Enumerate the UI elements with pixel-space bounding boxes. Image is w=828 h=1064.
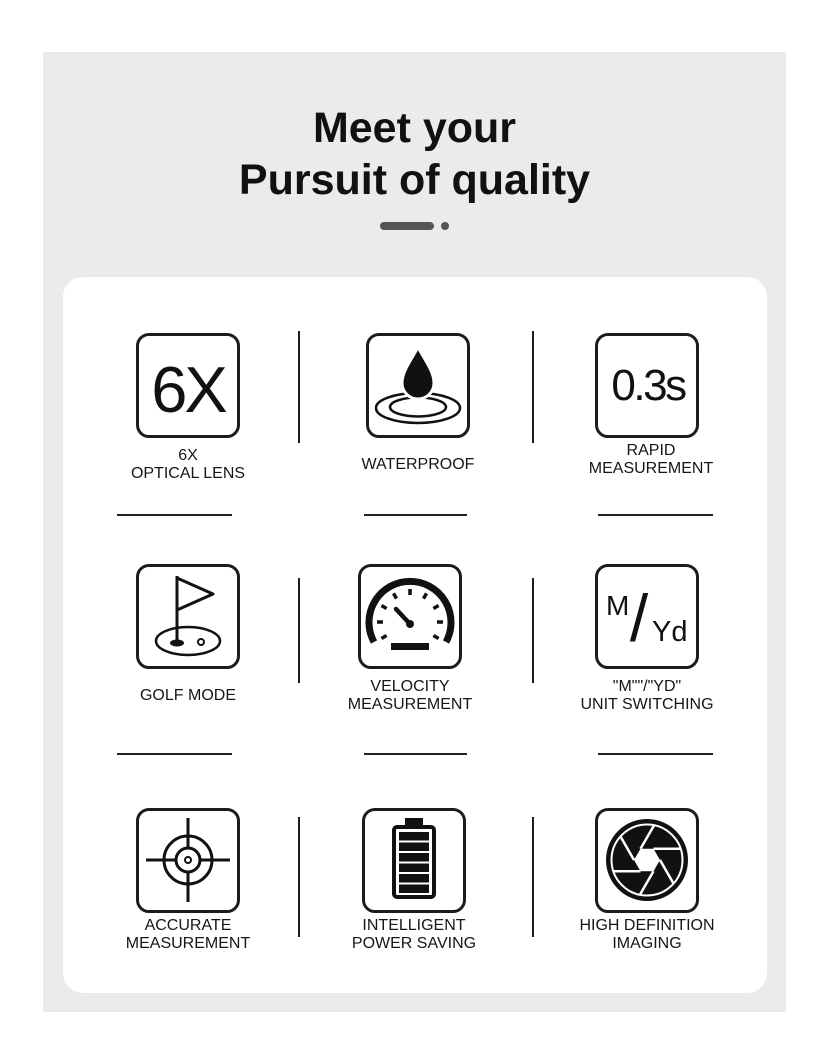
features-card bbox=[63, 277, 767, 993]
icon-frame bbox=[136, 333, 240, 438]
optical-lens-6x-icon bbox=[136, 333, 240, 438]
column-divider bbox=[532, 817, 534, 937]
feature-item-power-saving bbox=[324, 808, 504, 968]
unit-switch-icon bbox=[595, 564, 699, 669]
feature-label-line: OPTICAL LENS bbox=[130, 465, 246, 482]
icon-text: 6X bbox=[151, 353, 225, 426]
page-title bbox=[43, 102, 786, 206]
feature-item-high-definition-imaging bbox=[557, 808, 737, 968]
feature-label-line: WATERPROOF bbox=[361, 456, 475, 473]
icon-text-meters: M bbox=[606, 590, 630, 621]
feature-label-line: MEASUREMENT bbox=[347, 696, 473, 713]
feature-item-optical-lens bbox=[98, 333, 278, 493]
feature-label-line: UNIT SWITCHING bbox=[580, 696, 714, 713]
row-separator bbox=[598, 753, 713, 755]
icon-frame bbox=[136, 808, 240, 913]
feature-label-line: RAPID bbox=[626, 441, 676, 459]
feature-label bbox=[78, 678, 298, 714]
row-separator bbox=[598, 514, 713, 516]
title-underline-dot bbox=[441, 222, 449, 230]
icon-text-slash: / bbox=[629, 581, 649, 655]
feature-item-unit-switching bbox=[557, 564, 737, 724]
column-divider bbox=[532, 331, 534, 443]
row-separator bbox=[364, 514, 467, 516]
feature-item-waterproof bbox=[328, 333, 508, 493]
column-divider bbox=[298, 578, 300, 683]
feature-label-line: VELOCITY bbox=[370, 678, 450, 695]
row-separator bbox=[117, 514, 232, 516]
row-separator bbox=[364, 753, 467, 755]
speedometer-icon bbox=[358, 564, 462, 669]
icon-frame bbox=[362, 808, 466, 913]
feature-label bbox=[541, 442, 761, 478]
icon-frame bbox=[595, 808, 699, 913]
title-underline-pill bbox=[380, 222, 434, 230]
feature-label-line: POWER SAVING bbox=[351, 934, 477, 952]
feature-label-line: 6X bbox=[178, 447, 198, 464]
icon-frame bbox=[595, 333, 699, 438]
aperture-icon bbox=[595, 808, 699, 913]
feature-label-line: IMAGING bbox=[612, 934, 682, 952]
battery-icon bbox=[362, 808, 466, 913]
icon-frame bbox=[366, 333, 470, 438]
golf-flag-icon bbox=[136, 564, 240, 669]
water-drop-icon bbox=[366, 333, 470, 438]
feature-label bbox=[537, 678, 757, 714]
feature-label bbox=[78, 917, 298, 953]
feature-label bbox=[537, 917, 757, 953]
feature-label bbox=[308, 447, 528, 483]
icon-frame bbox=[136, 564, 240, 669]
feature-item-velocity-measurement bbox=[320, 564, 500, 724]
row-separator bbox=[117, 753, 232, 755]
feature-label-line: ACCURATE bbox=[144, 916, 232, 934]
feature-label-line: "M""/"YD" bbox=[612, 678, 682, 695]
icon-text: 0.3s bbox=[611, 361, 685, 410]
feature-item-rapid-measurement bbox=[557, 333, 737, 493]
title-line-1: Meet your bbox=[312, 104, 517, 152]
feature-label-line: MEASUREMENT bbox=[588, 459, 714, 477]
column-divider bbox=[298, 817, 300, 937]
feature-label-line: INTELLIGENT bbox=[362, 916, 466, 934]
crosshair-icon bbox=[136, 808, 240, 913]
column-divider bbox=[532, 578, 534, 683]
feature-label-line: GOLF MODE bbox=[139, 687, 236, 704]
feature-label-line: HIGH DEFINITION bbox=[579, 916, 715, 934]
feature-label bbox=[300, 678, 520, 714]
column-divider bbox=[298, 331, 300, 443]
feature-label-line: MEASUREMENT bbox=[125, 934, 251, 952]
icon-frame bbox=[595, 564, 699, 669]
title-line-2: Pursuit of quality bbox=[238, 156, 591, 204]
feature-item-golf-mode bbox=[98, 564, 278, 724]
feature-label bbox=[78, 447, 298, 483]
rapid-measurement-icon bbox=[595, 333, 699, 438]
feature-item-accurate-measurement bbox=[98, 808, 278, 968]
icon-frame bbox=[358, 564, 462, 669]
feature-panel bbox=[43, 52, 786, 1012]
feature-label bbox=[304, 917, 524, 953]
icon-text-yards: Yd bbox=[652, 616, 688, 648]
